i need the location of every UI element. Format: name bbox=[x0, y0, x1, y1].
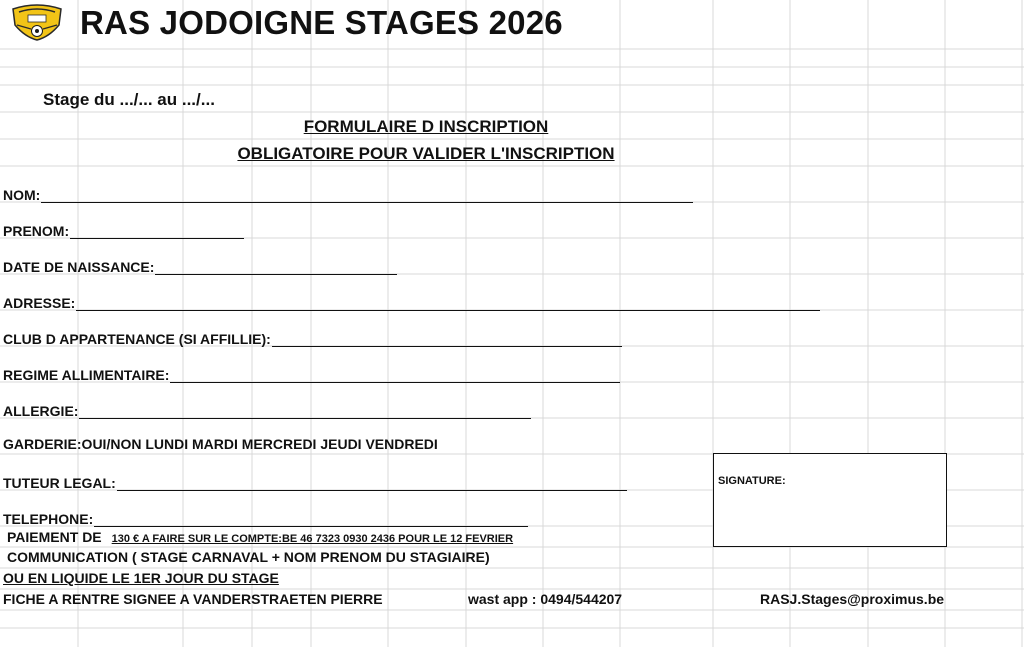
club-crest-icon bbox=[9, 3, 65, 41]
cash-payment-note: OU EN LIQUIDE LE 1ER JOUR DU STAGE bbox=[3, 570, 279, 586]
nom-label: NOM: bbox=[3, 187, 41, 203]
email-contact[interactable]: RASJ.Stages@proximus.be bbox=[760, 591, 945, 607]
page-title: RAS JODOIGNE STAGES 2026 bbox=[80, 4, 563, 41]
guardian-line[interactable] bbox=[117, 476, 627, 491]
whatsapp-contact: wast app : 0494/544207 bbox=[468, 591, 623, 607]
address-field[interactable] bbox=[3, 291, 820, 311]
guardian-label: TUTEUR LEGAL: bbox=[3, 475, 116, 491]
diet-label: REGIME ALLIMENTAIRE: bbox=[3, 367, 170, 383]
allergy-label: ALLERGIE: bbox=[3, 403, 79, 419]
diet-field[interactable] bbox=[3, 363, 620, 383]
birthdate-label: DATE DE NAISSANCE: bbox=[3, 259, 155, 275]
phone-field[interactable] bbox=[3, 507, 528, 527]
address-label: ADRESSE: bbox=[3, 295, 76, 311]
prenom-field[interactable] bbox=[3, 219, 244, 239]
club-label: CLUB D APPARTENANCE (SI AFFILLIE): bbox=[3, 331, 271, 347]
form-subtitle: OBLIGATOIRE POUR VALIDER L'INSCRIPTION bbox=[237, 144, 615, 163]
nom-field[interactable] bbox=[3, 183, 693, 203]
return-instructions: FICHE A RENTRE SIGNEE A VANDERSTRAETEN PIERRE bbox=[3, 591, 383, 607]
allergy-line[interactable] bbox=[79, 404, 531, 419]
nom-line[interactable] bbox=[41, 188, 693, 203]
guardian-field[interactable] bbox=[3, 471, 627, 491]
phone-label: TELEPHONE: bbox=[3, 511, 94, 527]
address-line[interactable] bbox=[76, 296, 820, 311]
payment-info bbox=[7, 529, 513, 545]
signature-box[interactable] bbox=[713, 453, 947, 547]
club-field[interactable] bbox=[3, 327, 622, 347]
allergy-field[interactable] bbox=[3, 399, 531, 419]
birthdate-line[interactable] bbox=[155, 260, 397, 275]
diet-line[interactable] bbox=[170, 368, 620, 383]
payment-detail: 130 € A FAIRE SUR LE COMPTE:BE 46 7323 0930 2436 POUR LE 12 FEVRIER bbox=[111, 533, 514, 545]
prenom-label: PRENOM: bbox=[3, 223, 70, 239]
form-title: FORMULAIRE D INSCRIPTION bbox=[303, 117, 549, 136]
phone-line[interactable] bbox=[94, 512, 528, 527]
payment-label: PAIEMENT DE bbox=[7, 529, 102, 545]
stage-dates: Stage du .../... au .../... bbox=[43, 90, 215, 109]
birthdate-field[interactable] bbox=[3, 255, 397, 275]
prenom-line[interactable] bbox=[70, 224, 244, 239]
payment-communication: COMMUNICATION ( STAGE CARNAVAL + NOM PRENOM DU STAGIAIRE) bbox=[7, 549, 490, 565]
daycare-options[interactable]: GARDERIE:OUI/NON LUNDI MARDI MERCREDI JEUDI VENDREDI bbox=[3, 436, 438, 452]
club-line[interactable] bbox=[272, 332, 622, 347]
signature-label: SIGNATURE: bbox=[718, 475, 786, 487]
